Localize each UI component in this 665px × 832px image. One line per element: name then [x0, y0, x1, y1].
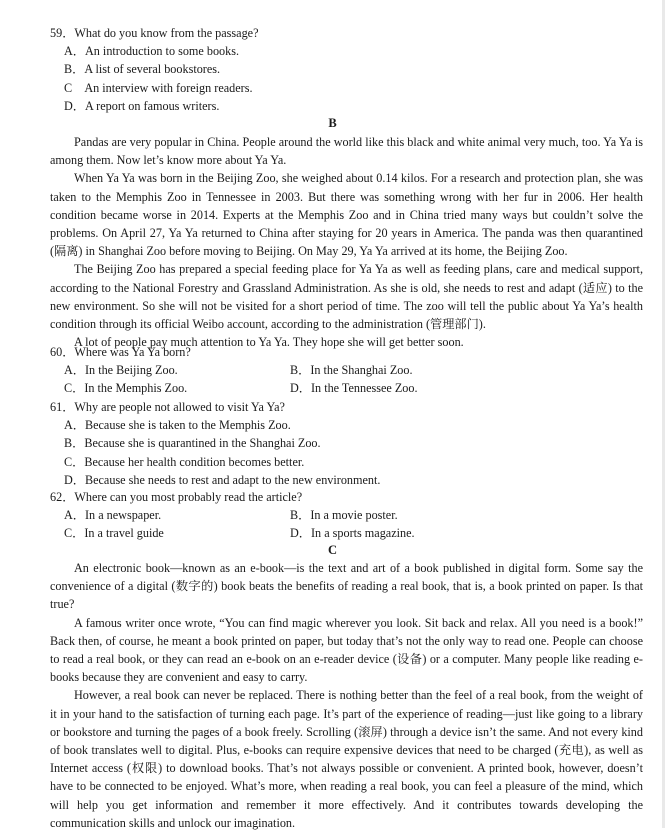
option-a: A．An introduction to some books.	[64, 44, 240, 59]
option-row	[50, 506, 643, 524]
passage-c	[50, 559, 643, 832]
passage-b-paragraph-4: A lot of people pay much attention to Ya Ya. They hope she will get better soon.	[74, 335, 464, 350]
option-b: B．In a movie poster.	[290, 508, 398, 523]
option-c: C．Because her health condition becomes better.	[64, 454, 305, 469]
option-d: D．In a sports magazine.	[290, 526, 415, 541]
question-60	[50, 343, 643, 398]
passage-b-paragraph-3: The Beijing Zoo has prepared a special feeding place for Ya Ya as well as feeding plans, care and medical support, according to the National Forestry and Grassland Administration. As she is old, she needs to rest and adapt (适应) to the new environment. So she will not be visited for a short period of time. The zoo will tell the public about Ya Ya’s health condition through its official Weibo account, according to the administration (管理部门).	[50, 262, 643, 332]
option-a: A．In the Beijing Zoo.	[64, 363, 178, 378]
option-row	[50, 524, 643, 542]
section-b-heading: B	[328, 116, 337, 130]
passage-c-paragraph-2: A famous writer once wrote, “You can find magic wherever you look. Sit back and relax. All you need is a book!” Back then, of course, he meant a book printed on paper, but today that’s not the only way to read one. People can choose to read a real book, or they can read an e-book on an e-reader device (设备) or a computer. Many people like reading e-books because they are convenient and easy to carry.	[50, 615, 643, 685]
option-a: A．In a newspaper.	[64, 508, 162, 523]
section-c-heading: C	[327, 543, 338, 557]
question-59	[50, 24, 643, 115]
passage-b	[50, 133, 643, 351]
passage-b-paragraph-1: Pandas are very popular in China. People around the world like this black and white animal very much, too. Ya Ya is among them. Now let’s know more about Ya Ya.	[50, 135, 643, 168]
passage-c-paragraph-3: However, a real book can never be replaced. There is nothing better than the feel of a real book, from the weight of it in your hand to the satisfaction of turning each page. It’s part of the experience of reading—just like going to a library or bookstore and turning the pages of a book freely. Scrolling (滚屏) through a device isn’t the same. And not every kind of book translates well to digital. Plus, e-books can require expensive devices that need to be charged (充电), as well as Internet access (权限) to download books. That’s not always possible or convenient. A printed book, however, doesn’t have to be connected to be enjoyed. What’s more, when reading a real book, you can feel a pleasure of the mind, which will help you get information and remember it more effectively. And it contributes towards developing the communication skills and unlock our imagination.	[50, 688, 643, 830]
option-c: C．In the Memphis Zoo.	[64, 381, 188, 396]
option-c: C An interview with foreign readers.	[64, 80, 253, 95]
question-text: 62．Where can you most probably read the article?	[50, 490, 303, 504]
option-a: A．Because she is taken to the Memphis Zoo.	[64, 418, 291, 433]
option-d: D．A report on famous writers.	[64, 98, 220, 113]
option-row	[50, 361, 643, 379]
question-text: 60．Where was Ya Ya born?	[50, 345, 191, 359]
passage-b-paragraph-2: When Ya Ya was born in the Beijing Zoo, she weighed about 0.14 kilos. For a research and protection plan, she was taken to the Memphis Zoo in Tennessee in 2003. But there was something wrong with her fur in 2006. Her health condition became worse in 2014. Experts at the Memphis Zoo and in China tried many ways but couldn’t solve the problems. On April 27, Ya Ya returned to China after staying for 20 years in America. The panda was then quarantined (隔离) in Shanghai Zoo before moving to Beijing. On May 29, Ya Ya arrived at its home, the Beijing Zoo.	[50, 171, 643, 259]
option-d: D．Because she needs to rest and adapt to the new environment.	[64, 472, 381, 487]
question-text: 59．What do you know from the passage?	[50, 26, 259, 40]
question-62	[50, 488, 643, 543]
option-row	[50, 379, 643, 397]
option-d: D．In the Tennessee Zoo.	[290, 381, 418, 396]
question-text: 61．Why are people not allowed to visit Ya Ya?	[50, 400, 285, 414]
question-61	[50, 398, 643, 489]
option-b: B．Because she is quarantined in the Shanghai Zoo.	[64, 436, 321, 451]
option-c: C．In a travel guide	[64, 526, 164, 541]
option-b: B．A list of several bookstores.	[64, 62, 221, 77]
option-b: B．In the Shanghai Zoo.	[290, 363, 413, 378]
passage-c-paragraph-1: An electronic book—known as an e-book—is the text and art of a book published in digital form. Some say the convenience of a digital (数字的) book beats the benefits of reading a real book, that is, a book printed on paper. Is that true?	[50, 561, 643, 612]
